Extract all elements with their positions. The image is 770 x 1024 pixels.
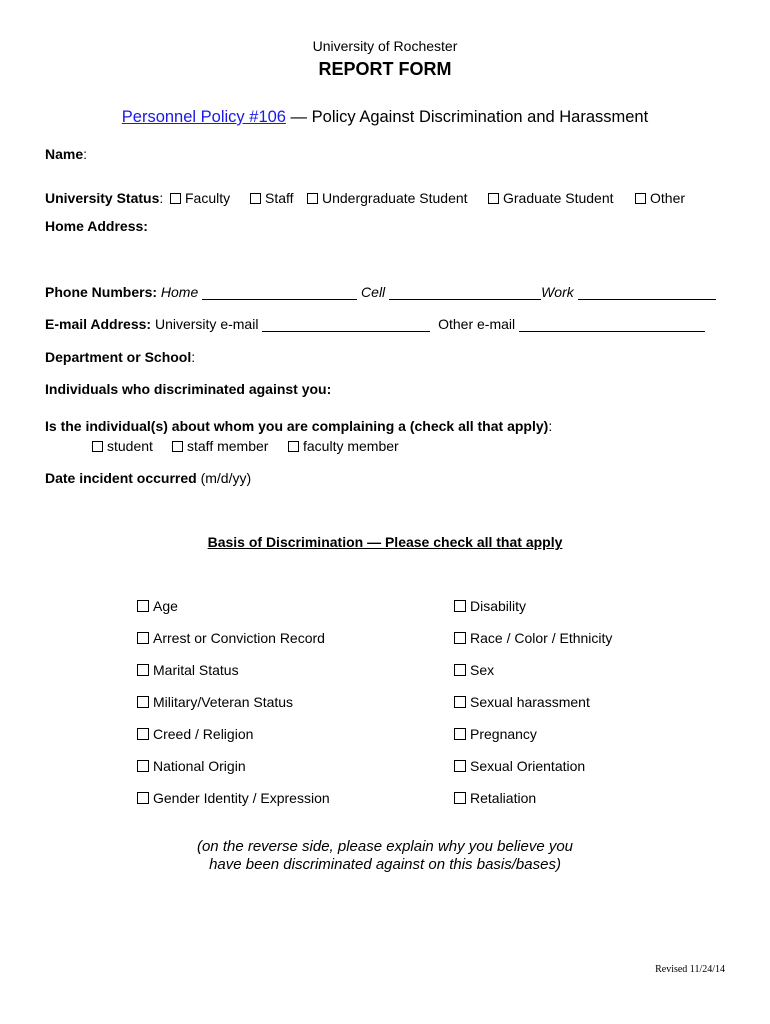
phone-cell-label: Cell (361, 284, 386, 300)
basis-option-race[interactable]: Race / Color / Ethnicity (454, 630, 612, 646)
complaint-option-student[interactable]: student (92, 438, 153, 454)
university-name: University of Rochester (312, 38, 458, 54)
email-other-label: Other e-mail (438, 316, 516, 332)
checkbox[interactable] (288, 441, 299, 452)
date-incident-field (45, 470, 251, 486)
phone-label: Phone Numbers: (45, 284, 158, 300)
department-field: Department or School: (45, 349, 196, 365)
basis-option-sexual-orientation[interactable]: Sexual Orientation (454, 758, 585, 774)
email-university-field[interactable] (262, 317, 430, 332)
email-row (45, 316, 705, 332)
name-field: Name: (45, 146, 88, 162)
phone-home-label: Home (160, 284, 199, 300)
complaint-option-staff[interactable]: staff member (172, 438, 268, 454)
checkbox[interactable] (454, 600, 466, 612)
policy-title: — Policy Against Discrimination and Harassment (285, 108, 649, 126)
revised-date: Revised 11/24/14 (655, 964, 725, 975)
checkbox[interactable] (137, 792, 149, 804)
checkbox[interactable] (454, 792, 466, 804)
basis-option-age[interactable]: Age (137, 598, 178, 614)
email-university-label: University e-mail (154, 316, 259, 332)
basis-option-military[interactable]: Military/Veteran Status (137, 694, 293, 710)
checkbox[interactable] (172, 441, 183, 452)
phone-work-field[interactable] (578, 285, 716, 300)
basis-option-disability[interactable]: Disability (454, 598, 526, 614)
checkbox[interactable] (635, 193, 646, 204)
date-format: (m/d/yy) (196, 470, 252, 486)
checkbox[interactable] (92, 441, 103, 452)
basis-option-retaliation[interactable]: Retaliation (454, 790, 536, 806)
phone-numbers-row (45, 284, 716, 300)
checkbox[interactable] (137, 664, 149, 676)
policy-heading (0, 108, 770, 127)
basis-option-marital[interactable]: Marital Status (137, 662, 239, 678)
name-label: Name (45, 146, 84, 162)
checkbox[interactable] (488, 193, 499, 204)
checkbox[interactable] (454, 760, 466, 772)
checkbox[interactable] (137, 696, 149, 708)
basis-option-sex[interactable]: Sex (454, 662, 494, 678)
university-status-label: University Status: (45, 190, 164, 206)
status-option-other[interactable]: Other (635, 190, 685, 206)
basis-option-creed[interactable]: Creed / Religion (137, 726, 253, 742)
individuals-label: Individuals who discriminated against you: (45, 381, 332, 397)
department-label: Department or School (45, 349, 192, 365)
checkbox[interactable] (170, 193, 181, 204)
checkbox[interactable] (137, 728, 149, 740)
basis-heading: Basis of Discrimination — Please check all that apply (207, 534, 563, 550)
complaint-question: Is the individual(s) about whom you are complaining a (check all that apply): (45, 418, 553, 434)
policy-link[interactable]: Personnel Policy #106 (121, 108, 286, 126)
basis-option-national-origin[interactable]: National Origin (137, 758, 246, 774)
checkbox[interactable] (454, 696, 466, 708)
email-label: E-mail Address: (45, 316, 152, 332)
basis-option-gender-identity[interactable]: Gender Identity / Expression (137, 790, 330, 806)
basis-option-pregnancy[interactable]: Pregnancy (454, 726, 537, 742)
status-option-graduate[interactable]: Graduate Student (488, 190, 614, 206)
checkbox[interactable] (307, 193, 318, 204)
status-option-staff[interactable]: Staff (250, 190, 294, 206)
complaint-option-faculty[interactable]: faculty member (288, 438, 399, 454)
checkbox[interactable] (454, 728, 466, 740)
checkbox[interactable] (137, 760, 149, 772)
reverse-side-note-line2: have been discriminated against on this basis/bases) (209, 856, 561, 873)
basis-option-arrest[interactable]: Arrest or Conviction Record (137, 630, 325, 646)
status-option-undergraduate[interactable]: Undergraduate Student (307, 190, 468, 206)
status-option-faculty[interactable]: Faculty (170, 190, 230, 206)
email-other-field[interactable] (519, 317, 705, 332)
checkbox[interactable] (137, 632, 149, 644)
phone-work-label: Work (541, 284, 574, 300)
phone-cell-field[interactable] (389, 285, 541, 300)
home-address-label: Home Address: (45, 218, 148, 234)
checkbox[interactable] (454, 632, 466, 644)
checkbox[interactable] (137, 600, 149, 612)
checkbox[interactable] (454, 664, 466, 676)
reverse-side-note-line1: (on the reverse side, please explain why you believe you (196, 838, 574, 855)
form-title: REPORT FORM (318, 59, 452, 79)
phone-home-field[interactable] (202, 285, 357, 300)
checkbox[interactable] (250, 193, 261, 204)
date-label: Date incident occurred (45, 470, 197, 486)
basis-option-sexual-harassment[interactable]: Sexual harassment (454, 694, 590, 710)
